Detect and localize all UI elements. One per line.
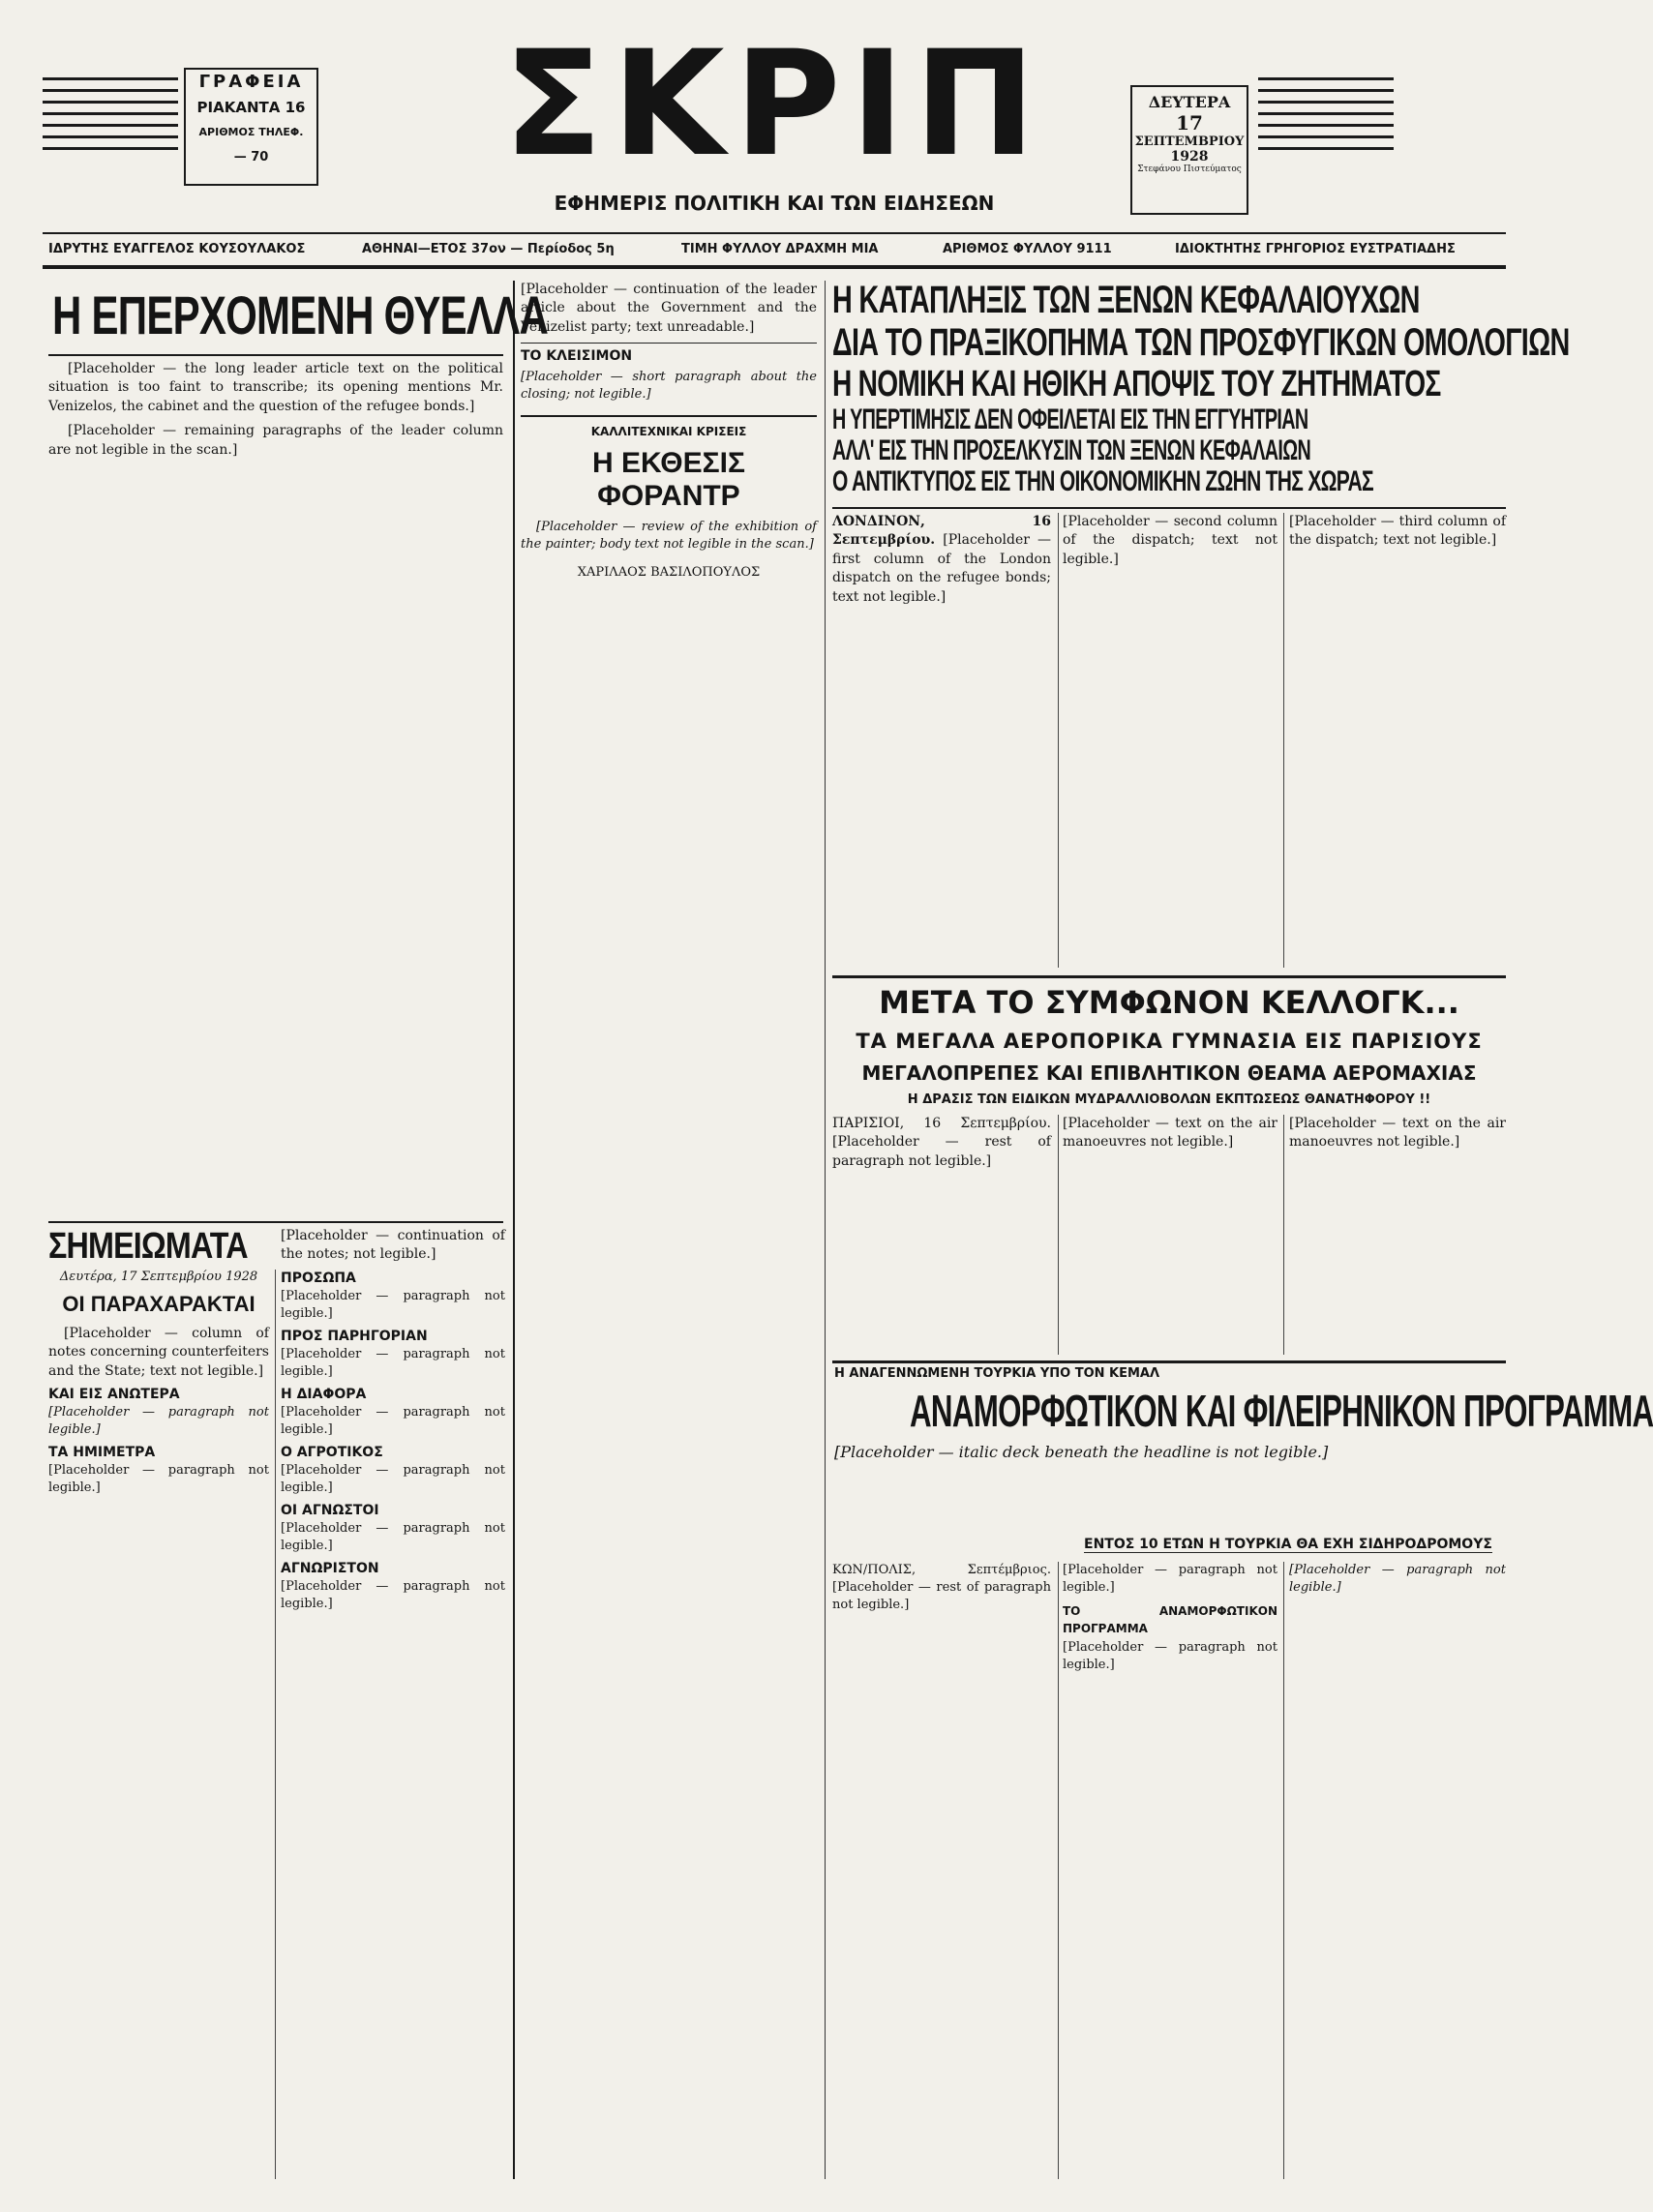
main-story-headlines: [832, 279, 1570, 497]
info-founder: ΙΔΡΥΤΗΣ ΕΥΑΓΓΕΛΟΣ ΚΟΥΣΟΥΛΑΚΟΣ: [48, 242, 306, 256]
turkey-kicker: Η ΑΝΑΓΕΝΝΩΜΕΝΗ ΤΟΥΡΚΙΑ ΥΠΟ ΤΟΝ ΚΕΜΑΛ: [834, 1366, 1160, 1381]
main-headline-2: ΔΙΑ ΤΟ ΠΡΑΞΙΚΟΠΗΜΑ ΤΩΝ ΠΡΟΣΦΥΓΙΚΩΝ ΟΜΟΛΟΓΙΩΝ: [832, 321, 1570, 364]
column-rule: [1058, 513, 1059, 968]
main-paragraph: [Placeholder — third column of the dispatch; text not legible.]: [1289, 514, 1506, 549]
notes-section-title: Ο ΑΓΡΟΤΙΚΟΣ: [281, 1444, 383, 1460]
middle-paragraph: [Placeholder — continuation of the leader article about the Government and the Venizelist party; text unreadable.]: [521, 282, 817, 335]
column-rule: [275, 1270, 276, 2179]
kellogg-paragraph: [Placeholder — text on the air manoeuvres not legible.]: [1063, 1116, 1277, 1151]
office-box-line: — 70: [233, 150, 269, 164]
main-deck-line: Η ΥΠΕΡΤΙΜΗΣΙΣ ΔΕΝ ΟΦΕΙΛΕΤΑΙ ΕΙΣ ΤΗΝ ΕΓΓΥΗΤΡΙΑΝ: [832, 404, 1308, 435]
editorial-headline-rule: [48, 354, 503, 356]
notes-section-title: ΤΑ ΗΜΙΜΕΤΡΑ: [48, 1445, 156, 1461]
notes-section-title: Η ΔΙΑΦΟΡΑ: [281, 1386, 367, 1402]
middle-paragraph: [Placeholder — short paragraph about the closing; not legible.]: [521, 369, 817, 402]
column-rule: [1283, 1115, 1284, 1355]
main-story-col-1: [832, 513, 1051, 968]
turkey-paragraph: [Placeholder — paragraph not legible.]: [1063, 1640, 1277, 1672]
turkey-section-title: ΤΟ ΑΝΑΜΟΡΦΩΤΙΚΟΝ ΠΡΟΓΡΑΜΜΑ: [1063, 1604, 1277, 1635]
notes-top-rule: [48, 1221, 503, 1223]
notes-paragraph: [Placeholder — paragraph not legible.]: [281, 1520, 505, 1553]
turkey-col-1: [832, 1562, 1051, 2179]
date-box-number: 17: [1176, 111, 1203, 135]
turkey-headline: ΑΝΑΜΟΡΦΩΤΙΚΟΝ ΚΑΙ ΦΙΛΕΙΡΗΝΙΚΟΝ ΠΡΟΓΡΑΜΜΑ: [910, 1386, 1653, 1436]
main-dateline: ΛΟΝΔΙΝΟΝ, 16 Σεπτεμβρίου.: [832, 514, 1051, 549]
info-owner: ΙΔΙΟΚΤΗΤΗΣ ΓΡΗΓΟΡΙΟΣ ΕΥΣΤΡΑΤΙΑΔΗΣ: [1175, 242, 1456, 256]
turkey-col-2: [1063, 1562, 1277, 2179]
main-subheadline: Η ΝΟΜΙΚΗ ΚΑΙ ΗΘΙΚΗ ΑΠΟΨΙΣ ΤΟΥ ΖΗΤΗΜΑΤΟΣ: [832, 364, 1441, 404]
editorial-paragraph: [Placeholder — remaining paragraphs of the leader column are not legible in the scan.]: [48, 423, 503, 458]
notes-section-title: ΠΡΟΣΩΠΑ: [281, 1270, 356, 1286]
art-rubric: ΚΑΛΛΙΤΕΧΝΙΚΑΙ ΚΡΙΣΕΙΣ: [521, 415, 817, 441]
column-rule: [513, 281, 515, 2179]
main-story-rule: [832, 507, 1506, 509]
notes-subheadline: ΟΙ ΠΑΡΑΧΑΡΑΚΤΑΙ: [62, 1292, 255, 1316]
middle-paragraph: [Placeholder — review of the exhibition of the painter; body text not legible in the scan.]: [521, 520, 817, 553]
notes-section-title: ΟΙ ΑΓΝΩΣΤΟΙ: [281, 1502, 379, 1518]
editorial-paragraph: [Placeholder — the long leader article text on the political situation is too faint to transcribe; its opening mentions Mr. Venizelos, the cabinet and the question of the refugee bonds.]: [48, 361, 503, 414]
kellogg-col-1: [832, 1115, 1051, 1355]
turkey-deck: [Placeholder — italic deck beneath the headline is not legible.]: [834, 1443, 1329, 1461]
main-headline: Η ΚΑΤΑΠΛΗΞΙΣ ΤΩΝ ΞΕΝΩΝ ΚΕΦΑΛΑΙΟΥΧΩΝ: [832, 279, 1420, 321]
date-box-month: ΣΕΠΤΕΜΒΡΙΟΥ: [1134, 135, 1245, 149]
middle-section-title: ΤΟ ΚΛΕΙΣΙΜΟΝ: [521, 343, 817, 366]
notes-section-title: ΚΑΙ ΕΙΣ ΑΝΩΤΕΡΑ: [48, 1387, 180, 1403]
notes-paragraph: [Placeholder — paragraph not legible.]: [48, 1463, 269, 1496]
office-box-line: ΑΡΙΘΜΟΣ ΤΗΛΕΦ.: [198, 126, 304, 138]
date-box-saint: Στεφάνου Πιστεύματος: [1137, 164, 1242, 174]
turkey-col-3: [1289, 1562, 1506, 2179]
main-deck-line: ΑΛΛ' ΕΙΣ ΤΗΝ ΠΡΟΣΕΛΚΥΣΙΝ ΤΩΝ ΞΕΝΩΝ ΚΕΦΑΛΑΙΩΝ: [832, 434, 1311, 466]
info-edition: ΑΘΗΝΑΙ—ΕΤΟΣ 37ον — Περίοδος 5η: [362, 242, 615, 256]
kellogg-deck: Η ΔΡΑΣΙΣ ΤΩΝ ΕΙΔΙΚΩΝ ΜΥΔΡΑΛΛΙΟΒΟΛΩΝ ΕΚΠΤΩΣΕΩΣ ΘΑΝΑΤΗΦΟΡΟΥ !!: [907, 1092, 1431, 1107]
column-rule: [825, 281, 826, 2179]
date-box-day: ΔΕΥΤΕΡΑ: [1148, 93, 1231, 111]
office-box: [184, 68, 318, 186]
column-rule: [1058, 1562, 1059, 2179]
notes-paragraph: [Placeholder — paragraph not legible.]: [281, 1346, 505, 1379]
main-story-col-3: [1289, 513, 1506, 968]
notes-paragraph: [Placeholder — paragraph not legible.]: [281, 1288, 505, 1321]
date-box: [1130, 85, 1248, 215]
notes-paragraph: [Placeholder — paragraph not legible.]: [281, 1404, 505, 1437]
kellogg-col-2: [1063, 1115, 1277, 1355]
notes-section-title: ΠΡΟΣ ΠΑΡΗΓΟΡΙΑΝ: [281, 1328, 428, 1344]
turkey-paragraph: ΚΩΝ/ΠΟΛΙΣ, Σεπτέμβριος. [Placeholder — rest of paragraph not legible.]: [832, 1563, 1051, 1612]
notes-title: ΣΗΜΕΙΩΜΑΤΑ: [48, 1226, 248, 1267]
column-rule: [1283, 1562, 1284, 2179]
office-box-line: ΡΙΑΚΑΝΤΑ 16: [196, 99, 306, 116]
main-paragraph: [Placeholder — first column of the London dispatch on the refugee bonds; text not legible.]: [832, 532, 1051, 605]
notes-paragraph: [Placeholder — column of notes concerning counterfeiters and the State; text not legible.]: [48, 1326, 269, 1379]
editorial-headline: Η ΕΠΕΡΧΟΜΕΝΗ ΘΥΕΛΛΑ: [52, 284, 549, 345]
date-box-year: 1928: [1170, 149, 1209, 164]
main-deck-line: Ο ΑΝΤΙΚΤΥΠΟΣ ΕΙΣ ΤΗΝ ΟΙΚΟΝΟΜΙΚΗΝ ΖΩΗΝ ΤΗΣ ΧΩΡΑΣ: [832, 465, 1373, 497]
masthead-ornament-left: [43, 77, 178, 159]
turkey-paragraph: [Placeholder — paragraph not legible.]: [1289, 1563, 1506, 1595]
notes-paragraph: [Placeholder — paragraph not legible.]: [281, 1578, 505, 1611]
exhibition-headline: Η ΕΚΘΕΣΙΣ ΦΟΡΑΝΤΡ: [592, 447, 745, 513]
notes-date: Δευτέρα, 17 Σεπτεμβρίου 1928: [59, 1270, 258, 1284]
kellogg-paragraph: ΠΑΡΙΣΙΟΙ, 16 Σεπτεμβρίου. [Placeholder — rest of paragraph not legible.]: [832, 1116, 1051, 1169]
masthead-ornament-right: [1258, 77, 1394, 159]
column-rule: [1058, 1115, 1059, 1355]
info-issue: ΑΡΙΘΜΟΣ ΦΥΛΛΟΥ 9111: [943, 242, 1112, 256]
main-paragraph: [Placeholder — second column of the dispatch; text not legible.]: [1063, 514, 1277, 567]
kellogg-paragraph: [Placeholder — text on the air manoeuvres not legible.]: [1289, 1116, 1506, 1151]
masthead-title: ΣΚΡΙΠ: [503, 20, 1045, 189]
notes-column-1: [48, 1270, 269, 2179]
kellogg-top-rule: [832, 975, 1506, 978]
info-bar: [43, 236, 1506, 263]
info-bar-bottom-rule: [43, 265, 1506, 269]
middle-column: [521, 281, 817, 2179]
notes-paragraph: [Placeholder — paragraph not legible.]: [48, 1405, 269, 1438]
kellogg-col-3: [1289, 1115, 1506, 1355]
notes-paragraph: [Placeholder — paragraph not legible.]: [281, 1462, 505, 1495]
notes-section-title: ΑΓΝΩΡΙΣΤΟΝ: [281, 1560, 379, 1576]
turkey-top-rule: [832, 1360, 1506, 1363]
office-box-line: ΓΡΑΦΕΙΑ: [198, 72, 304, 92]
main-story-col-2: [1063, 513, 1277, 968]
kellogg-subheadline-2: ΜΕΓΑΛΟΠΡΕΠΕΣ ΚΑΙ ΕΠΙΒΛΗΤΙΚΟΝ ΘΕΑΜΑ ΑΕΡΟΜΑΧΙΑΣ: [861, 1061, 1477, 1085]
masthead-subtitle: ΕΦΗΜΕΡΙΣ ΠΟΛΙΤΙΚΗ ΚΑΙ ΤΩΝ ΕΙΔΗΣΕΩΝ: [554, 192, 995, 215]
column-rule: [1283, 513, 1284, 968]
notes-column-2: [281, 1227, 505, 2179]
editorial-body: [48, 360, 503, 1211]
article-signature: ΧΑΡΙΛΑΟΣ ΒΑΣΙΛΟΠΟΥΛΟΣ: [577, 565, 761, 581]
kellogg-headline: ΜΕΤΑ ΤΟ ΣΥΜΦΩΝΟΝ ΚΕΛΛΟΓΚ...: [879, 984, 1459, 1021]
turkey-paragraph: [Placeholder — paragraph not legible.]: [1063, 1563, 1277, 1595]
notes-paragraph: [Placeholder — continuation of the notes; not legible.]: [281, 1228, 505, 1263]
turkey-subheadline: ΕΝΤΟΣ 10 ΕΤΩΝ Η ΤΟΥΡΚΙΑ ΘΑ ΕΧΗ ΣΙΔΗΡΟΔΡΟΜΟΥΣ: [1084, 1537, 1492, 1552]
kellogg-subheadline: ΤΑ ΜΕΓΑΛΑ ΑΕΡΟΠΟΡΙΚΑ ΓΥΜΝΑΣΙΑ ΕΙΣ ΠΑΡΙΣΙΟΥΣ: [856, 1030, 1483, 1053]
info-bar-top-rule: [43, 232, 1506, 234]
info-price: ΤΙΜΗ ΦΥΛΛΟΥ ΔΡΑΧΜΗ ΜΙΑ: [681, 242, 879, 256]
